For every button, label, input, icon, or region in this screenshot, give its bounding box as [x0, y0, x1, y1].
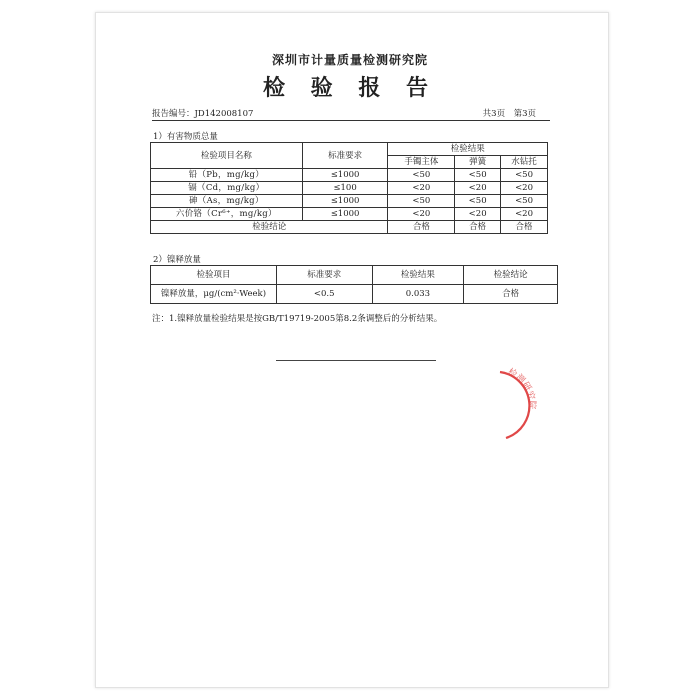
row-result: <50: [455, 195, 501, 208]
page-count: 共3页 第3页: [482, 109, 536, 119]
table-row: [151, 195, 548, 208]
table-row: [151, 169, 548, 182]
conclusion-value: 合格: [455, 221, 501, 234]
hazardous-substances-table: [150, 142, 548, 234]
row-std: ≤1000: [302, 169, 388, 182]
row-conclusion: 合格: [464, 285, 558, 304]
subcol-rhinestone: 水钻托: [501, 156, 548, 169]
row-std: <0.5: [276, 285, 372, 304]
conclusion-value: 合格: [501, 221, 548, 234]
row-name: 镉（Cd，mg/kg）: [151, 182, 303, 195]
header-divider: [152, 120, 550, 121]
row-result: <20: [455, 208, 501, 221]
svg-text:检测研究院: 检测研究院: [505, 367, 537, 410]
col-item-header: 检验项目: [151, 266, 277, 285]
table-header-row: [151, 143, 548, 156]
row-name: 铅（Pb，mg/kg）: [151, 169, 303, 182]
row-result: <50: [388, 169, 455, 182]
row-name: 砷（As，mg/kg）: [151, 195, 303, 208]
nickel-release-table: [150, 265, 558, 304]
col-std-header: 标准要求: [302, 143, 388, 169]
row-result: <20: [501, 182, 548, 195]
subcol-bracelet: 手镯主体: [388, 156, 455, 169]
table-row: [151, 182, 548, 195]
row-result: <20: [388, 208, 455, 221]
official-seal: [470, 366, 548, 444]
col-result-header: 检验结果: [388, 143, 548, 156]
subcol-spring: 弹簧: [455, 156, 501, 169]
end-divider: [276, 360, 436, 361]
row-result: <50: [455, 169, 501, 182]
row-result: <50: [501, 195, 548, 208]
row-result: <50: [388, 195, 455, 208]
row-std: ≤100: [302, 182, 388, 195]
row-result: <20: [388, 182, 455, 195]
report-title: 检 验 报 告: [263, 75, 437, 101]
row-result: 0.033: [372, 285, 464, 304]
row-result: <20: [455, 182, 501, 195]
row-std: ≤1000: [302, 195, 388, 208]
table-row: [151, 285, 558, 304]
col-conclusion-header: 检验结论: [464, 266, 558, 285]
conclusion-row: [151, 221, 548, 234]
institute-name: 深圳市计量质量检测研究院: [271, 53, 428, 67]
row-result: <20: [501, 208, 548, 221]
table-row: [151, 208, 548, 221]
row-std: ≤1000: [302, 208, 388, 221]
section2-title: 2）镍释放量: [153, 255, 201, 265]
conclusion-label: 检验结论: [151, 221, 388, 234]
col-std-header: 标准要求: [276, 266, 372, 285]
col-item-header: 检验项目名称: [151, 143, 303, 169]
row-result: <50: [501, 169, 548, 182]
footnote: 注：1.镍释放量检验结果是按GB/T19719-2005第8.2条调整后的分析结果。: [152, 314, 443, 324]
row-name: 六价铬（Cr⁶⁺，mg/kg）: [151, 208, 303, 221]
table-header-row: [151, 266, 558, 285]
col-result-header: 检验结果: [372, 266, 464, 285]
row-name: 镍释放量，μg/(cm²·Week): [151, 285, 277, 304]
conclusion-value: 合格: [388, 221, 455, 234]
section1-title: 1）有害物质总量: [153, 132, 218, 142]
report-number: 报告编号：JD142008107: [152, 109, 254, 119]
